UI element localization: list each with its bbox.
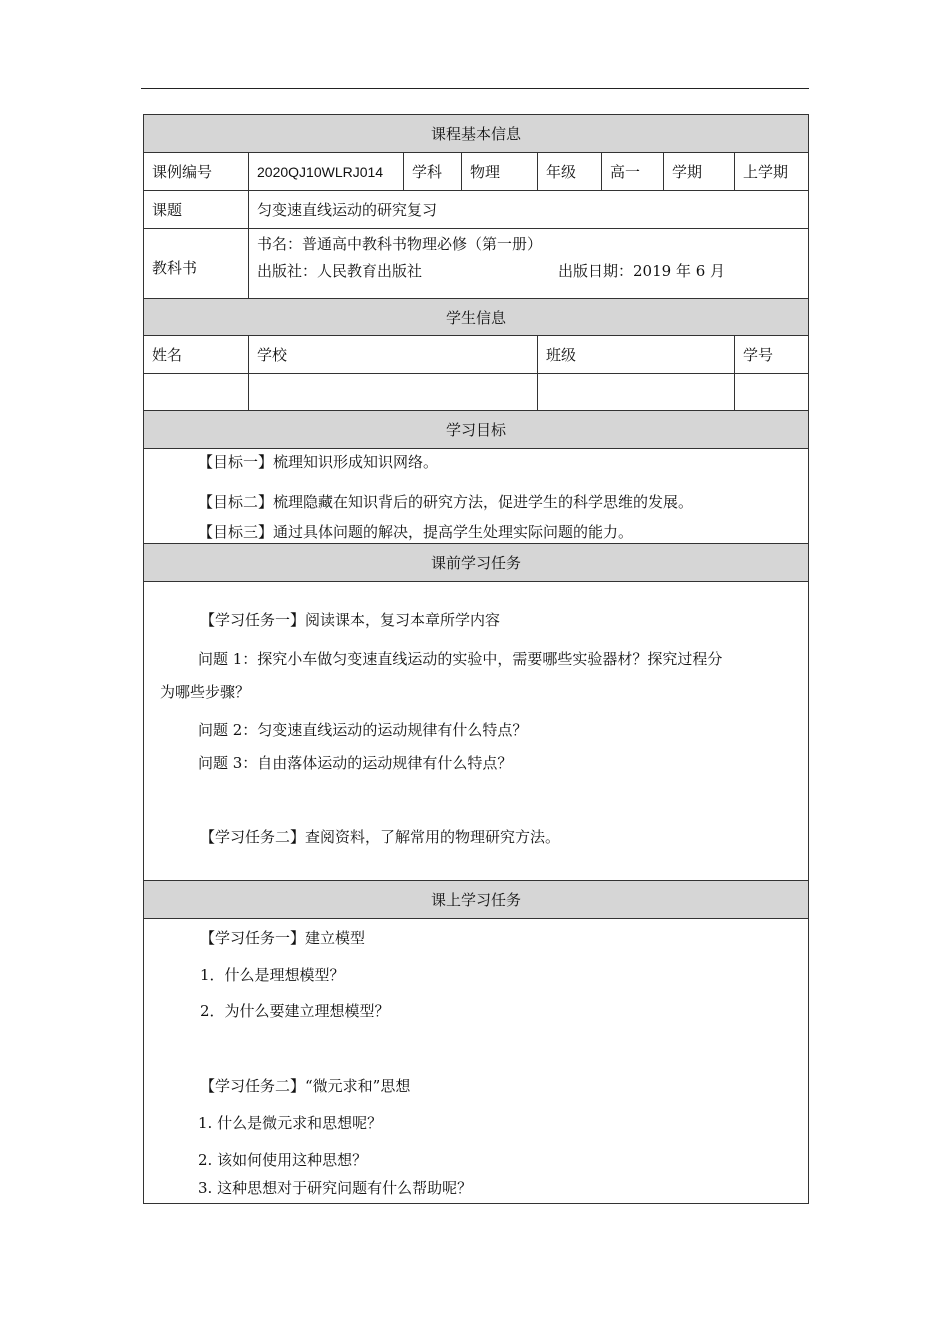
term-value: 上学期 — [735, 153, 809, 191]
publisher: 出版社：人民教育出版社 — [257, 262, 423, 280]
section-header-goals: 学习目标 — [144, 411, 809, 449]
preclass-question3: 问题 3：自由落体运动的运动规律有什么特点？ — [198, 754, 513, 772]
subject-label: 学科 — [404, 153, 462, 191]
topic-value: 匀变速直线运动的研究复习 — [249, 191, 809, 229]
subject-value: 物理 — [462, 153, 538, 191]
school-field[interactable] — [249, 374, 538, 411]
preclass-question1-cont: 为哪些步骤？ — [160, 683, 251, 701]
inclass-task2: 【学习任务二】“微元求和”思想 — [200, 1077, 411, 1095]
preclass-question2: 问题 2：匀变速直线运动的运动规律有什么特点？ — [198, 721, 528, 739]
grade-value: 高一 — [602, 153, 664, 191]
goals-list — [144, 449, 809, 544]
inclass-task1-q1: 1．什么是理想模型？ — [200, 966, 345, 984]
textbook-row — [144, 229, 809, 299]
topic-label: 课题 — [144, 191, 249, 229]
class-field[interactable] — [538, 374, 735, 411]
goal-item: 【目标一】梳理知识形成知识网络。 — [198, 453, 439, 471]
textbook-info — [249, 229, 809, 299]
inclass-task2-q2: 2. 该如何使用这种思想？ — [198, 1151, 368, 1169]
basic-info-row — [144, 153, 809, 191]
id-label: 学号 — [735, 336, 809, 374]
grade-label: 年级 — [538, 153, 602, 191]
goal-item: 【目标二】梳理隐藏在知识背后的研究方法，促进学生的科学思维的发展。 — [198, 493, 694, 511]
section-header-preclass: 课前学习任务 — [144, 544, 809, 582]
name-field[interactable] — [144, 374, 249, 411]
topic-row — [144, 191, 809, 229]
textbook-name: 书名：普通高中教科书物理必修（第一册） — [257, 235, 543, 253]
header-rule — [141, 88, 809, 89]
code-label: 课例编号 — [144, 153, 249, 191]
name-label: 姓名 — [144, 336, 249, 374]
section-header-inclass: 课上学习任务 — [144, 881, 809, 919]
class-label: 班级 — [538, 336, 735, 374]
inclass-task1-q2: 2．为什么要建立理想模型？ — [200, 1002, 390, 1020]
id-field[interactable] — [735, 374, 809, 411]
inclass-task2-q3: 3. 这种思想对于研究问题有什么帮助呢？ — [198, 1179, 473, 1197]
pub-date: 出版日期：2019 年 6 月 — [558, 262, 726, 280]
code-value: 2020QJ10WLRJ014 — [249, 153, 404, 191]
preclass-task1: 【学习任务一】阅读课本，复习本章所学内容 — [200, 611, 501, 629]
preclass-question1: 问题 1：探究小车做匀变速直线运动的实验中，需要哪些实验器材？探究过程分 — [198, 650, 723, 668]
lesson-table — [143, 114, 809, 1204]
section-header-student: 学生信息 — [144, 299, 809, 336]
publisher-line — [257, 258, 800, 285]
inclass-task1: 【学习任务一】建立模型 — [200, 929, 366, 947]
term-label: 学期 — [664, 153, 735, 191]
student-label-row — [144, 336, 809, 374]
inclass-tasks — [144, 919, 809, 1204]
preclass-tasks — [144, 582, 809, 881]
school-label: 学校 — [249, 336, 538, 374]
inclass-task2-q1: 1. 什么是微元求和思想呢？ — [198, 1114, 383, 1132]
preclass-task2: 【学习任务二】查阅资料，了解常用的物理研究方法。 — [200, 828, 561, 846]
student-value-row — [144, 374, 809, 411]
textbook-label: 教科书 — [144, 229, 249, 299]
section-header-basic: 课程基本信息 — [144, 115, 809, 153]
goal-item: 【目标三】通过具体问题的解决，提高学生处理实际问题的能力。 — [198, 523, 634, 541]
